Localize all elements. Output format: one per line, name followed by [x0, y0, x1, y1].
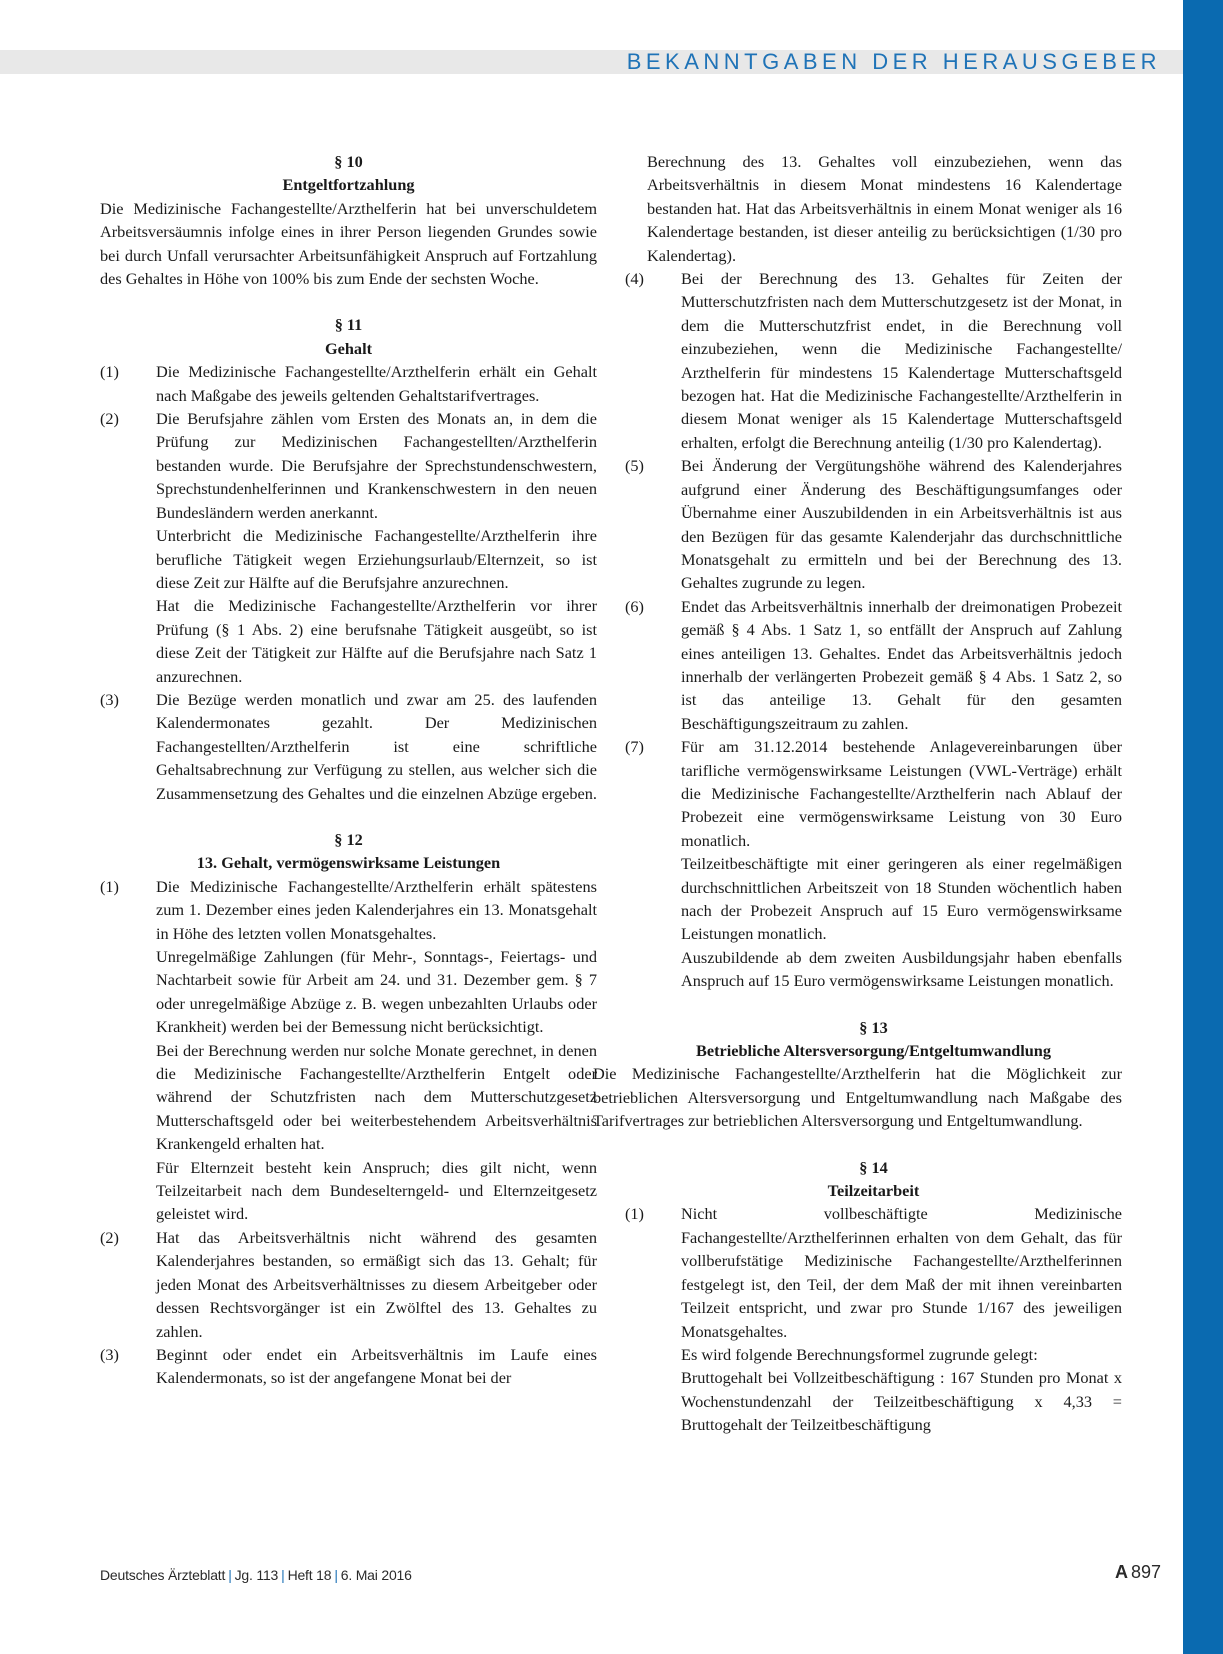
item-number: (2): [100, 409, 119, 429]
item-paragraph: Die Medizinische Fachangestellte/Arzthelferin erhält spätestens zum 1. Dezember eines jeden Kalenderjahres ein 13. Monatsgehalt in Höhe des letzten vollen Monatsgehaltes.: [156, 876, 597, 943]
section-number: § 10: [334, 152, 363, 171]
item-paragraph: Beginnt oder endet ein Arbeitsverhältnis im Laufe eines Kalendermonats, so ist der angefangene Monat bei der: [156, 1344, 597, 1388]
section-text: Berechnung des 13. Gehaltes voll einzubeziehen, wenn das Arbeitsverhältnis in diesem Monat mindestens 16 Kalendertage bestanden hat. Hat das Arbeitsverhältnis in einem Monat weniger als 16 Kalendertage bestanden, ist dieser anteilig zu berücksichtigen (1/30 pro Kalendertag).: [647, 152, 1122, 265]
item-body: [681, 595, 1122, 735]
item-number: (1): [100, 362, 119, 382]
item-body: [156, 1343, 597, 1390]
section-number: § 11: [334, 315, 363, 335]
item-paragraph: Die Berufsjahre zählen vom Ersten des Monats an, in dem die Prüfung zur Medizinischen Fachangestellten/Arzthelferin bestanden wurde. Die Berufsjahre der Sprechstundenschwestern, Sprechstundenhelferinnen und Krankenschwestern in den neuen Bundesländern werden anerkannt.: [156, 409, 597, 522]
section-title: Betriebliche Altersversorgung/Entgeltumwandlung: [695, 1041, 1051, 1061]
item-paragraph: Bruttogehalt bei Vollzeitbeschäftigung : 167 Stunden pro Monat x Wochenstundenzahl der Teilzeitbeschäftigung x 4,33 = Bruttogehalt der Teilzeitbeschäftigung: [681, 1368, 1122, 1435]
section-title: Teilzeitarbeit: [827, 1181, 920, 1201]
item-paragraph: Für Elternzeit besteht kein Anspruch; dies gilt nicht, wenn Teilzeitarbeit nach dem Bundeselterngeld- und Elternzeitgesetz geleistet wird.: [156, 1157, 597, 1224]
section-text: Die Medizinische Fachangestellte/Arzthelferin hat bei unverschuldetem Arbeitsversäumnis infolge eines in ihrer Person liegenden Grundes sowie bei durch Unfall verursachter Arbeitsunfähigkeit Anspruch auf Fortzahlung des Gehaltes in Höhe von 100% bis zum Ende der sechsten Woche.: [100, 198, 597, 289]
item-paragraph: Hat die Medizinische Fachangestellte/Arzthelferin vor ihrer Prüfung (§ 1 Abs. 2) eine berufsnahe Tätigkeit ausgeübt, so ist diese Zeit der Tätigkeit zur Hälfte auf die Berufsjahre nach Satz 1 anzurechnen.: [156, 596, 597, 686]
list-item: [625, 454, 1122, 594]
item-number: (5): [625, 456, 644, 476]
journal-date: 6. Mai 2016: [340, 1567, 412, 1583]
item-paragraph: Endet das Arbeitsverhältnis innerhalb der dreimonatigen Probezeit gemäß § 4 Abs. 1 Satz 1, so entfällt der Anspruch auf Zahlung eines anteiligen 13. Gehaltes. Endet das Arbeitsverhältnis jedoch innerhalb der verlängerten Probezeit gemäß § 4 Abs. 1 Satz 2, so ist das anteilige 13. Gehalt für den gesamten Beschäftigungszeitraum zu zahlen.: [681, 596, 1122, 733]
footer-citation: Deutsches Ärzteblatt | Jg. 113 | Heft 18 | 6. Mai 2016: [100, 1567, 412, 1583]
section-number: § 12: [334, 829, 363, 849]
section-12-continued: [625, 150, 1122, 993]
list-item: [625, 1202, 1122, 1436]
item-number: (7): [625, 737, 644, 757]
item-paragraph: Nicht vollbeschäftigte Medizinische Fachangestellte/Arzthelferinnen erhalten von dem Gehalt, das für vollberufstätige Medizinische Fachangestellte/Arzthelferinnen festgelegt ist, den Teil, der dem Maß der mit ihnen vereinbarten Teilzeit entspricht, und zwar pro Stunde 1/167 des jeweiligen Monatsgehaltes.: [681, 1204, 1122, 1341]
section-title: Entgeltfortzahlung: [282, 175, 415, 195]
left-column: [100, 150, 597, 1390]
item-paragraph: Bei der Berechnung des 13. Gehaltes für Zeiten der Mutterschutzfristen nach dem Mutterschutzgesetz ist der Monat, in dem die Mutterschutzfrist endet, in die Berechnung voll einzubeziehen, wenn die Medizinische Fachangestellte/ Arzthelferin für mindestens 15 Kalendertage Mutterschaftsgeld bezogen hat. Hat die Medizinische Fachangestellte/Arzthelferin in diesem Monat weniger als 15 Kalendertage Mutterschaftsgeld erhalten, erfolgt die Berechnung anteilig (1/30 pro Kalendertag).: [681, 269, 1122, 452]
item-body: [156, 688, 597, 805]
section-text: Die Medizinische Fachangestellte/Arzthelferin hat die Möglichkeit zur betrieblichen Altersversorgung und Entgeltumwandlung nach Maßgabe des Tarifvertrages zur betrieblichen Altersversorgung und Entgeltumwandlung.: [593, 1064, 1122, 1131]
item-paragraph: Bei Änderung der Vergütungshöhe während des Kalenderjahres aufgrund einer Änderung des Beschäftigungsumfanges oder Übernahme einer Auszubildenden in ein Arbeitsverhältnis ist aus den Bezügen für das gesamte Kalenderjahr das durchschnittliche Monatsgehalt zu ermitteln und bei der Berechnung des 13. Gehaltes zugrunde zu legen.: [681, 456, 1122, 593]
side-color-bar: [1183, 0, 1223, 1654]
item-number: (1): [625, 1204, 644, 1224]
item-body: [156, 875, 597, 1226]
item-paragraph: Es wird folgende Berechnungsformel zugrunde gelegt:: [681, 1344, 1038, 1364]
section-number: § 14: [859, 1157, 888, 1177]
journal-name: Deutsches Ärzteblatt: [100, 1567, 226, 1583]
section-10: [100, 150, 597, 290]
item-number: (3): [100, 689, 119, 709]
section-title: 13. Gehalt, vermögenswirksame Leistungen: [196, 853, 501, 873]
list-item: [625, 267, 1122, 454]
item-paragraph: Hat das Arbeitsverhältnis nicht während des gesamten Kalenderjahres bestanden, so ermäßigt sich das 13. Gehalt; für jeden Monat des Arbeitsverhältnisses zu diesem Arbeitgeber oder dessen Rechtsvorgänger ist ein Zwölftel des 13. Gehaltes zu zahlen.: [156, 1227, 597, 1341]
page-prefix: A: [1114, 1562, 1128, 1582]
list-item: [625, 595, 1122, 735]
item-body: [681, 267, 1122, 454]
item-body: [681, 1202, 1122, 1436]
right-column: [593, 150, 1122, 1437]
item-body: [156, 360, 597, 407]
item-number: (3): [100, 1344, 119, 1364]
list-item: [100, 360, 597, 407]
section-title: Gehalt: [324, 338, 373, 358]
section-11: [100, 313, 597, 805]
list-item: [100, 1343, 597, 1390]
item-body: [156, 407, 597, 688]
list-item: [100, 407, 597, 688]
item-body: [681, 735, 1122, 992]
page-number-value: 897: [1130, 1562, 1161, 1582]
journal-issue: Heft 18: [287, 1567, 332, 1583]
item-paragraph: Auszubildende ab dem zweiten Ausbildungsjahr haben ebenfalls Anspruch auf 15 Euro vermögenswirksame Leistungen monatlich.: [681, 947, 1122, 991]
item-body: [156, 1226, 597, 1343]
section-14: [625, 1156, 1122, 1437]
item-number: (2): [100, 1227, 119, 1247]
item-paragraph: Für am 31.12.2014 bestehende Anlagevereinbarungen über tarifliche vermögenswirksame Leistungen (VWL-Verträge) erhält die Medizinische Fachangestellte/Arzthelferin nach Ablauf der Probezeit eine vermögenswirksame Leistung von 30 Euro monatlich.: [681, 737, 1122, 850]
section-number: § 13: [859, 1017, 888, 1037]
item-paragraph: Teilzeitbeschäftigte mit einer geringeren als einer regelmäßigen durchschnittlichen Arbeitszeit von 18 Stunden wöchentlich haben nach der Probezeit Anspruch auf 15 Euro vermögenswirksame Leistungen monatlich.: [681, 854, 1122, 944]
list-item: [100, 875, 597, 1226]
list-item: [100, 688, 597, 805]
section-12: [100, 828, 597, 1390]
list-item: [100, 1226, 597, 1343]
item-number: (4): [625, 269, 644, 289]
list-item: [625, 735, 1122, 992]
item-number: (6): [625, 596, 644, 616]
item-paragraph: Unterbricht die Medizinische Fachangestellte/Arzthelferin ihre berufliche Tätigkeit wegen Erziehungsurlaub/Elternzeit, so ist diese Zeit zur Hälfte auf die Berufsjahre anzurechnen.: [156, 526, 597, 592]
section-title: BEKANNTGABEN DER HERAUSGEBER: [626, 49, 1161, 74]
page-number: [1115, 1562, 1161, 1583]
section-13: [593, 1016, 1122, 1133]
item-body: [681, 454, 1122, 594]
item-paragraph: Bei der Berechnung werden nur solche Monate gerechnet, in denen die Medizinische Fachangestellte/Arzthelferin Entgelt oder während der Schutzfristen nach dem Mutterschutzgesetz Mutterschaftsgeld oder bei weiterbestehendem Arbeitsverhältnis Krankengeld erhalten hat.: [156, 1040, 597, 1154]
item-number: (1): [100, 876, 119, 896]
journal-volume: Jg. 113: [234, 1567, 279, 1583]
item-paragraph: Die Bezüge werden monatlich und zwar am 25. des laufenden Kalendermonates gezahlt. Der Medizinischen Fachangestellten/Arzthelferin ist eine schriftliche Gehaltsabrechnung zur Verfügung zu stellen, aus welcher sich die Zusammensetzung des Gehaltes und die einzelnen Abzüge ergeben.: [156, 689, 597, 803]
item-paragraph: Unregelmäßige Zahlungen (für Mehr-, Sonntags-, Feiertags- und Nachtarbeit sowie für Arbeit am 24. und 31. Dezember gem. § 7 oder unregelmäßige Abzüge z. B. wegen unbezahlten Urlaubs oder Krankheit) werden bei der Bemessung nicht berücksichtigt.: [156, 947, 597, 1037]
item-paragraph: Die Medizinische Fachangestellte/Arzthelferin erhält ein Gehalt nach Maßgabe des jeweils geltenden Gehaltstarifvertrages.: [156, 362, 597, 405]
